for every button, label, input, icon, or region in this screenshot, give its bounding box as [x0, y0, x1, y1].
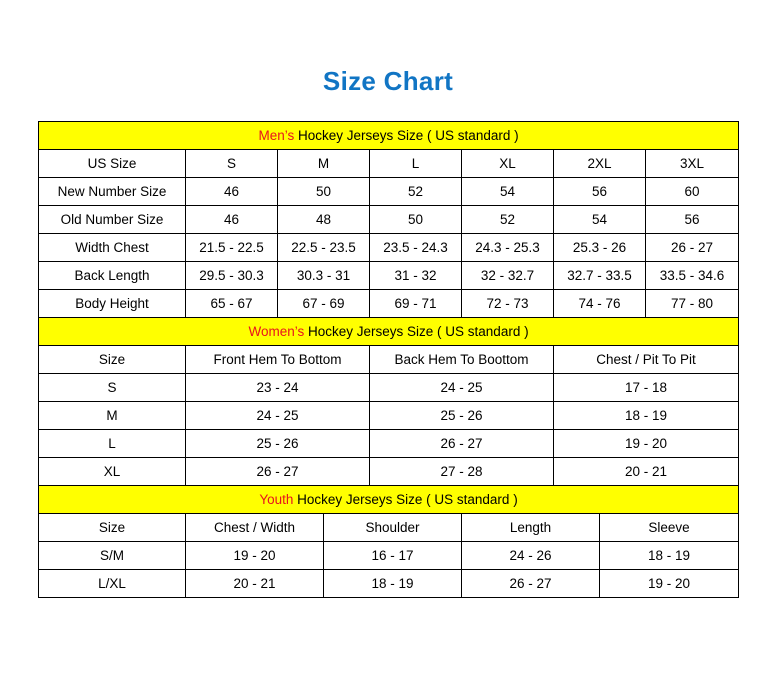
womens-row-3-col-1: 26 - 27	[186, 458, 370, 486]
table-row	[39, 178, 739, 206]
section-mens	[38, 121, 738, 318]
mens-row-4-col-2: 67 - 69	[278, 290, 370, 318]
table-row	[39, 262, 739, 290]
womens-band-rest: Hockey Jerseys Size ( US standard )	[304, 324, 529, 339]
womens-row-2-label: L	[39, 430, 186, 458]
mens-row-3-col-6: 33.5 - 34.6	[646, 262, 739, 290]
womens-row-3-col-2: 27 - 28	[370, 458, 554, 486]
mens-row-2-col-4: 24.3 - 25.3	[462, 234, 554, 262]
mens-band-row	[39, 122, 739, 150]
womens-row-1-label: M	[39, 402, 186, 430]
womens-row-1-col-2: 25 - 26	[370, 402, 554, 430]
table-row	[39, 402, 739, 430]
mens-row-0-col-2: 50	[278, 178, 370, 206]
womens-band-row	[39, 318, 739, 346]
womens-row-2-col-3: 19 - 20	[554, 430, 739, 458]
table-row	[39, 542, 739, 570]
mens-header-cell-5: 2XL	[554, 150, 646, 178]
youth-row-0-col-1: 19 - 20	[186, 542, 324, 570]
mens-header-cell-6: 3XL	[646, 150, 739, 178]
mens-row-4-col-4: 72 - 73	[462, 290, 554, 318]
womens-header-cell-0: Size	[39, 346, 186, 374]
mens-header-cell-3: L	[370, 150, 462, 178]
youth-band-row	[39, 486, 739, 514]
womens-row-2-col-1: 25 - 26	[186, 430, 370, 458]
youth-header-cell-3: Length	[462, 514, 600, 542]
youth-row-1-col-3: 26 - 27	[462, 570, 600, 598]
mens-row-2-col-5: 25.3 - 26	[554, 234, 646, 262]
womens-row-1-col-1: 24 - 25	[186, 402, 370, 430]
mens-row-4-col-6: 77 - 80	[646, 290, 739, 318]
mens-row-2-col-2: 22.5 - 23.5	[278, 234, 370, 262]
size-chart-tables	[38, 121, 738, 598]
womens-row-0-col-2: 24 - 25	[370, 374, 554, 402]
youth-row-1-col-2: 18 - 19	[324, 570, 462, 598]
mens-row-3-col-4: 32 - 32.7	[462, 262, 554, 290]
mens-band-rest: Hockey Jerseys Size ( US standard )	[294, 128, 519, 143]
youth-band-title	[39, 486, 739, 514]
womens-row-2-col-2: 26 - 27	[370, 430, 554, 458]
youth-header-cell-2: Shoulder	[324, 514, 462, 542]
youth-header-cell-1: Chest / Width	[186, 514, 324, 542]
mens-header-cell-1: S	[186, 150, 278, 178]
mens-row-3-col-3: 31 - 32	[370, 262, 462, 290]
youth-row-1-col-1: 20 - 21	[186, 570, 324, 598]
section-womens	[38, 317, 738, 486]
womens-size-table	[38, 317, 739, 486]
youth-row-1-label: L/XL	[39, 570, 186, 598]
mens-header-cell-4: XL	[462, 150, 554, 178]
mens-row-2-label: Width Chest	[39, 234, 186, 262]
mens-row-1-col-5: 54	[554, 206, 646, 234]
mens-row-1-col-2: 48	[278, 206, 370, 234]
youth-header-cell-0: Size	[39, 514, 186, 542]
mens-header-cell-0: US Size	[39, 150, 186, 178]
table-row	[39, 206, 739, 234]
table-row	[39, 234, 739, 262]
mens-row-3-label: Back Length	[39, 262, 186, 290]
womens-row-0-col-3: 17 - 18	[554, 374, 739, 402]
womens-band-accent: Women’s	[248, 324, 305, 339]
womens-band-title	[39, 318, 739, 346]
womens-row-0-col-1: 23 - 24	[186, 374, 370, 402]
womens-row-3-label: XL	[39, 458, 186, 486]
womens-header-cell-3: Chest / Pit To Pit	[554, 346, 739, 374]
mens-header-row	[39, 150, 739, 178]
mens-row-4-col-1: 65 - 67	[186, 290, 278, 318]
youth-header-cell-4: Sleeve	[600, 514, 739, 542]
mens-row-0-col-4: 54	[462, 178, 554, 206]
youth-row-0-col-4: 18 - 19	[600, 542, 739, 570]
youth-band-accent: Youth	[259, 492, 294, 507]
mens-row-0-col-6: 60	[646, 178, 739, 206]
womens-header-cell-1: Front Hem To Bottom	[186, 346, 370, 374]
mens-row-2-col-1: 21.5 - 22.5	[186, 234, 278, 262]
mens-row-2-col-6: 26 - 27	[646, 234, 739, 262]
youth-row-0-label: S/M	[39, 542, 186, 570]
mens-row-0-col-1: 46	[186, 178, 278, 206]
mens-row-4-col-5: 74 - 76	[554, 290, 646, 318]
page-title: Size Chart	[322, 66, 454, 96]
youth-row-0-col-2: 16 - 17	[324, 542, 462, 570]
youth-band-rest: Hockey Jerseys Size ( US standard )	[293, 492, 518, 507]
youth-row-1-col-4: 19 - 20	[600, 570, 739, 598]
womens-header-cell-2: Back Hem To Boottom	[370, 346, 554, 374]
womens-header-row	[39, 346, 739, 374]
mens-row-0-label: New Number Size	[39, 178, 186, 206]
mens-header-cell-2: M	[278, 150, 370, 178]
section-youth	[38, 485, 738, 598]
mens-row-0-col-5: 56	[554, 178, 646, 206]
womens-row-0-label: S	[39, 374, 186, 402]
mens-row-1-col-6: 56	[646, 206, 739, 234]
youth-row-0-col-3: 24 - 26	[462, 542, 600, 570]
mens-row-2-col-3: 23.5 - 24.3	[370, 234, 462, 262]
youth-header-row	[39, 514, 739, 542]
youth-size-table	[38, 485, 739, 598]
mens-row-3-col-5: 32.7 - 33.5	[554, 262, 646, 290]
mens-row-3-col-2: 30.3 - 31	[278, 262, 370, 290]
mens-row-1-col-3: 50	[370, 206, 462, 234]
mens-band-title	[39, 122, 739, 150]
womens-row-1-col-3: 18 - 19	[554, 402, 739, 430]
mens-row-1-label: Old Number Size	[39, 206, 186, 234]
mens-row-4-col-3: 69 - 71	[370, 290, 462, 318]
mens-band-accent: Men’s	[258, 128, 295, 143]
table-row	[39, 570, 739, 598]
mens-row-3-col-1: 29.5 - 30.3	[186, 262, 278, 290]
table-row	[39, 430, 739, 458]
mens-row-0-col-3: 52	[370, 178, 462, 206]
table-row	[39, 290, 739, 318]
womens-row-3-col-3: 20 - 21	[554, 458, 739, 486]
table-row	[39, 458, 739, 486]
mens-row-1-col-4: 52	[462, 206, 554, 234]
table-row	[39, 374, 739, 402]
mens-row-1-col-1: 46	[186, 206, 278, 234]
mens-row-4-label: Body Height	[39, 290, 186, 318]
mens-size-table	[38, 121, 739, 318]
